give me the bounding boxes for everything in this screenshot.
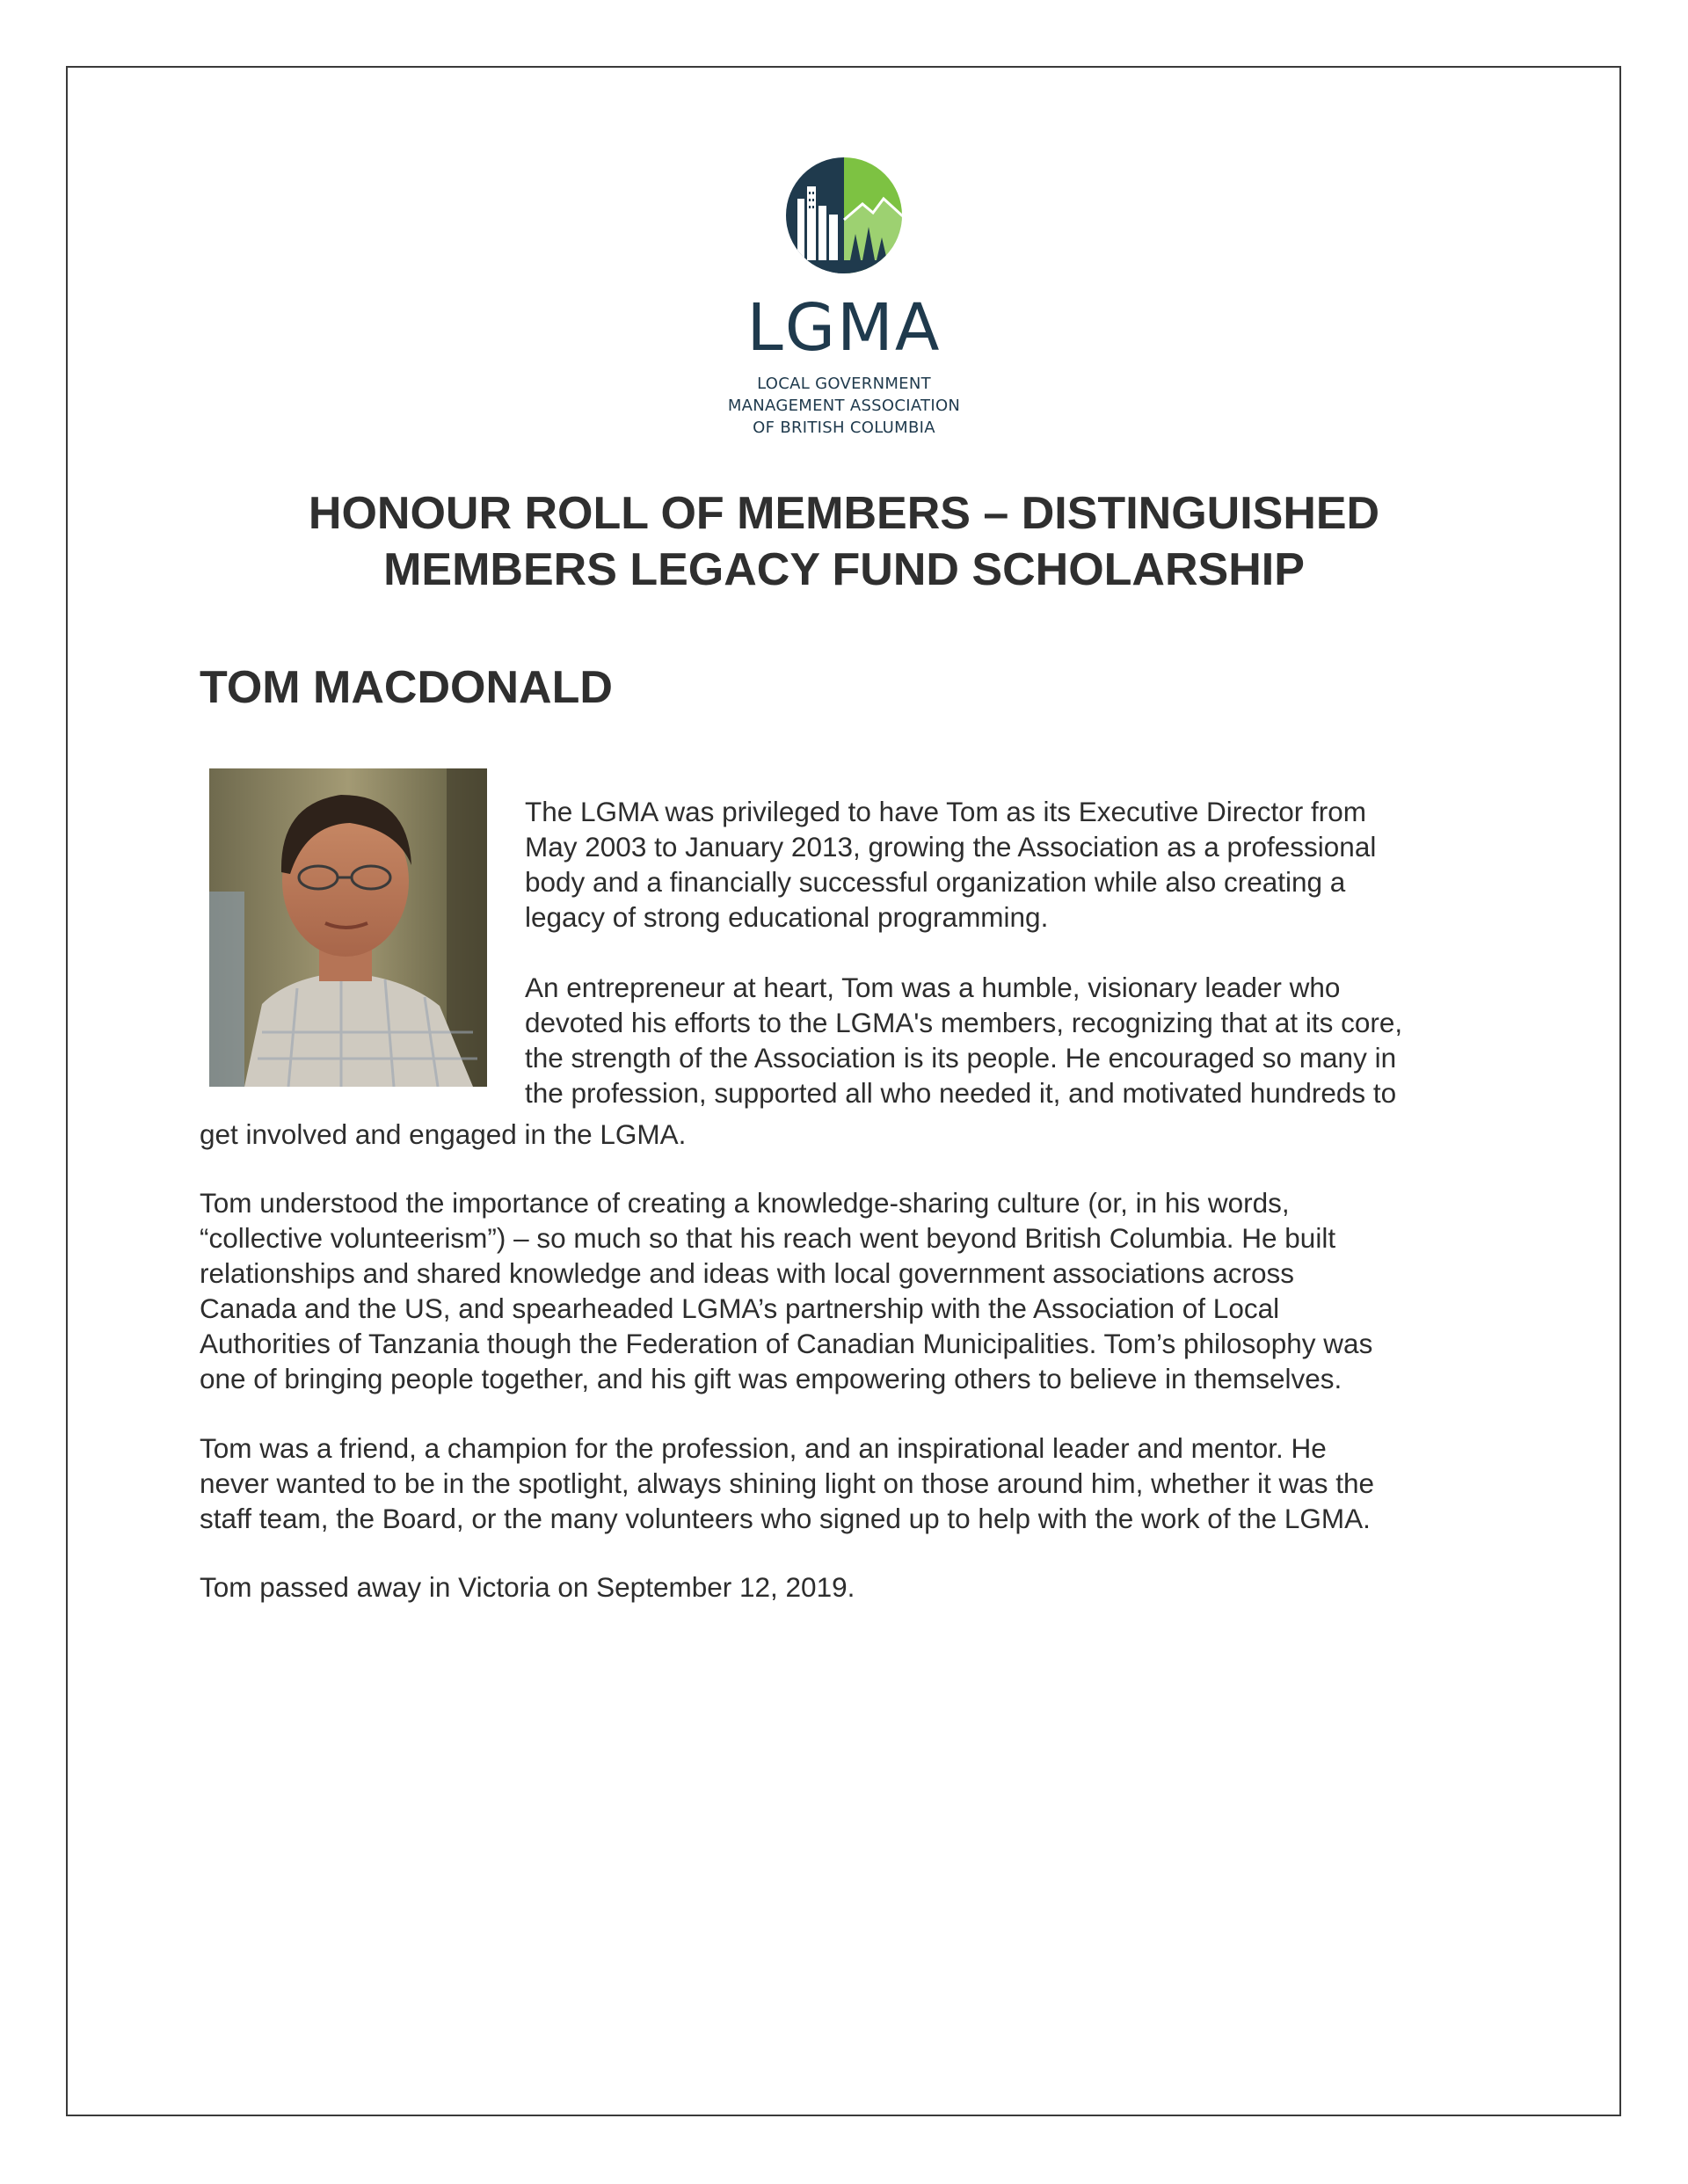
- paragraph-friend-champion: Tom was a friend, a champion for the profession, and an inspirational leader and mentor. He never wanted to be in the spotlight, always shining light on those around him, whether it was the staff team, the Board, or the many volunteers who signed up to help with the work of the LGMA.: [200, 1432, 1375, 1534]
- title-line: MEMBERS LEGACY FUND SCHOLARSHIP: [383, 544, 1305, 595]
- paragraph-entrepreneur: An entrepreneur at heart, Tom was a humble, visionary leader who devoted his efforts to the LGMA's members, recognizing that at its core, the strength of the Association is its people. He encouraged so many in the profession, supported all who needed it, and motivated hundreds to: [525, 972, 1403, 1109]
- paragraph-knowledge-sharing: Tom understood the importance of creating a knowledge-sharing culture (or, in his words, “collective volunteerism”) – so much so that his reach went beyond British Columbia. He built relationships and shared knowledge and ideas with local government associations across Canada and the US, and spearheaded LGMA’s partnership with the Association of Local Authorities of Tanzania though the Federation of Canadian Municipalities. Tom’s philosophy was one of bringing people together, and his gift was empowering others to believe in themselves.: [200, 1187, 1373, 1394]
- paragraph-passed-away: Tom passed away in Victoria on September 12, 2019.: [200, 1571, 855, 1603]
- portrait-photo: [209, 768, 487, 1087]
- document-title: [0, 485, 1688, 598]
- person-name: TOM MACDONALD: [200, 662, 613, 713]
- logo-subtitle-line: OF BRITISH COLUMBIA: [753, 419, 935, 437]
- logo-subtitle-line: LOCAL GOVERNMENT: [757, 375, 931, 393]
- logo-subtitle-line: MANAGEMENT ASSOCIATION: [727, 397, 961, 415]
- logo-subtitle: [0, 373, 1688, 439]
- paragraph-entrepreneur-continued: get involved and engaged in the LGMA.: [200, 1118, 687, 1150]
- paragraph-executive-director: The LGMA was privileged to have Tom as its Executive Director from May 2003 to January 2013, growing the Association as a professional body and a financially successful organization while also creating a legacy of strong educational programming.: [525, 796, 1377, 933]
- title-line: HONOUR ROLL OF MEMBERS – DISTINGUISHED: [308, 488, 1380, 539]
- lgma-logo: [0, 157, 1688, 439]
- logo-wordmark: LGMA: [746, 290, 942, 366]
- lgma-emblem-icon: [785, 157, 903, 274]
